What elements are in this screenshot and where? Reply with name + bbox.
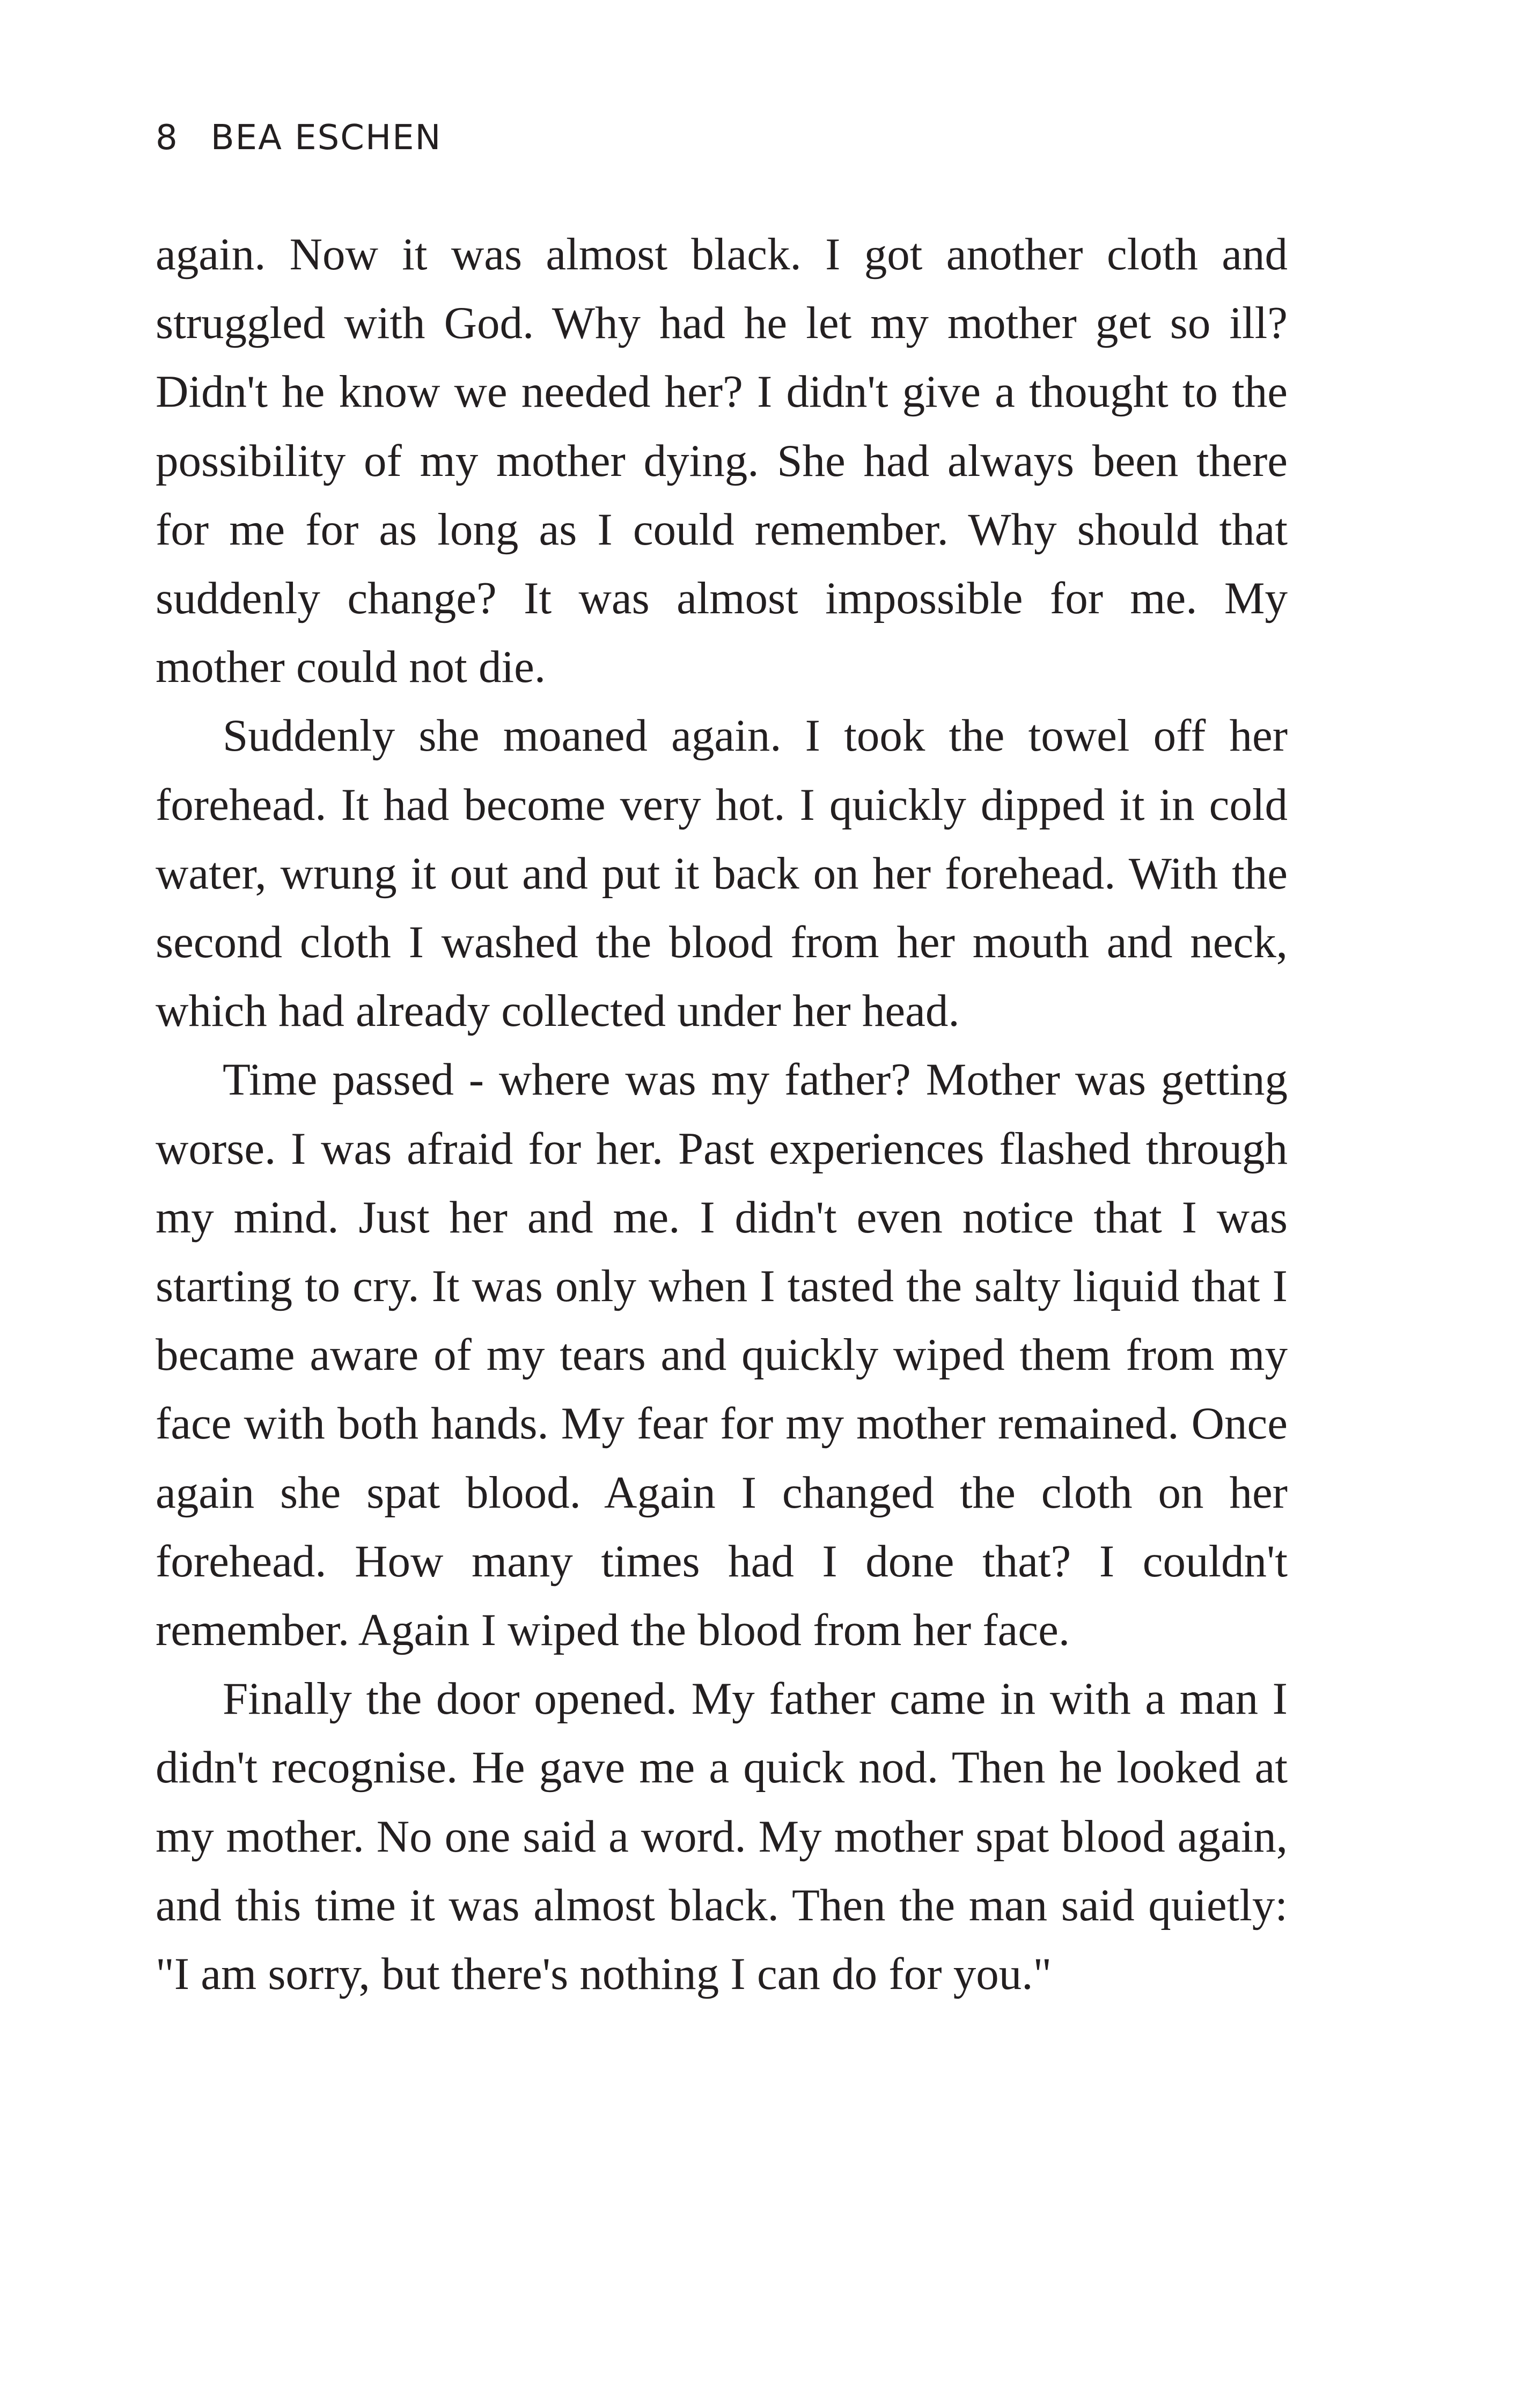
paragraph-4: Finally the door opened. My father came in with a man I didn't recognise. He gave me a quick nod. Then he looked at my mother. No one said a word. My mother spat blood again, and this time it was almost black. Then the man said quietly: "I am sorry, but there's nothing I can do for you." <box>156 1673 1288 2000</box>
paragraph-1: again. Now it was almost black. I got another cloth and struggled with God. Why had he let my mother get so ill? Didn't he know we needed her? I didn't give a thought to the possibility of my mother dying. She had always been there for me for as long as I could remember. Why should that suddenly change? It was almost impossible for me. My mother could not die. <box>156 229 1288 693</box>
author-name: BEA ESCHEN <box>210 118 442 158</box>
body-text <box>156 220 1288 2008</box>
running-head <box>156 118 442 158</box>
paragraph-2: Suddenly she moaned again. I took the towel off her forehead. It had become very hot. I quickly dipped it in cold water, wrung it out and put it back on her forehead. With the second cloth I washed the blood from her mouth and neck, which had already collected under her head. <box>156 710 1288 1037</box>
page-number: 8 <box>156 118 179 158</box>
paragraph-3: Time passed - where was my father? Mother was getting worse. I was afraid for her. Past experiences flashed through my mind. Just her and me. I didn't even notice that I was starting to cry. It was only when I tasted the salty liquid that I became aware of my tears and quickly wiped them from my face with both hands. My fear for my mother remained. Once again she spat blood. Again I changed the cloth on her forehead. How many times had I done that? I couldn't remember. Again I wiped the blood from her face. <box>156 1054 1288 1656</box>
